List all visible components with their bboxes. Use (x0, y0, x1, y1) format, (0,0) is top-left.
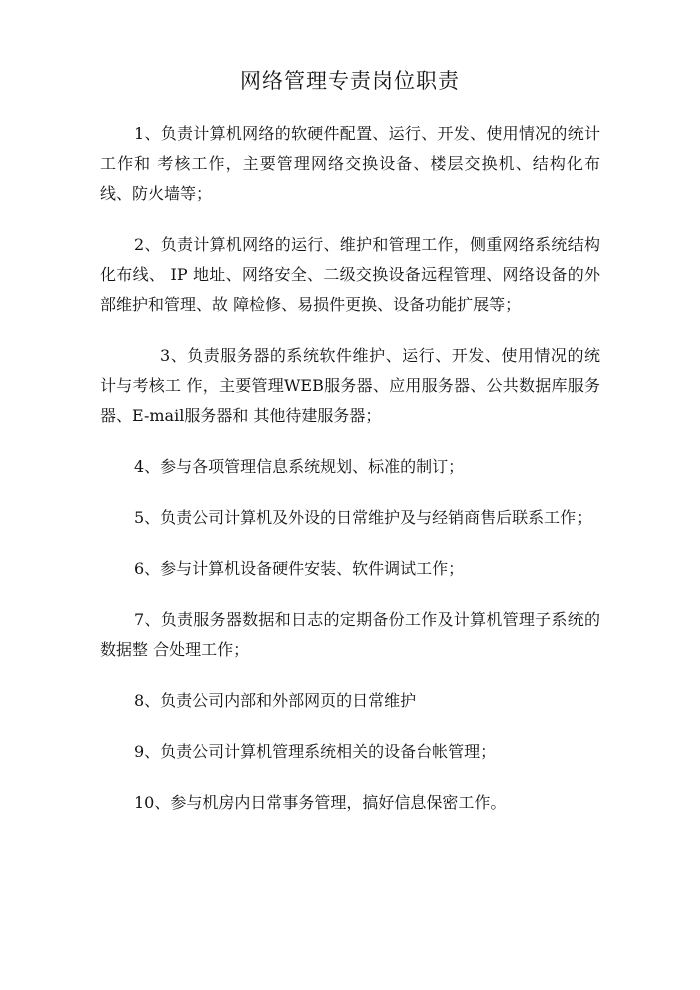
duty-item-3: 3、负责服务器的系统软件维护、运行、开发、使用情况的统计与考核工 作，主要管理WEB服务器、应用服务器、公共数据库服务器、E-mail服务器和 其他待建服务器； (100, 346, 600, 425)
duty-item-4: 4、参与各项管理信息系统规划、标准的制订； (134, 457, 465, 476)
duty-list (100, 119, 600, 839)
duty-item-9: 9、负责公司计算机管理系统相关的设备台帐管理； (134, 742, 497, 761)
duty-item-8: 8、负责公司内部和外部网页的日常维护 (134, 691, 417, 710)
duty-item-10: 10、参与机房内日常事务管理，搞好信息保密工作。 (134, 793, 507, 812)
duty-item-5: 5、负责公司计算机及外设的日常维护及与经销商售后联系工作； (134, 508, 593, 527)
duty-item-7: 7、负责服务器数据和日志的定期备份工作及计算机管理子系统的数据整 合处理工作； (100, 610, 600, 659)
duty-item-2: 2、负责计算机网络的运行、维护和管理工作，侧重网络系统结构化布线、 IP 地址、网络安全、二级交换设备远程管理、网络设备的外部维护和管理、故 障检修、易损件更换、设备功能扩展等； (100, 235, 600, 314)
document-title: 网络管理专责岗位职责 (240, 69, 460, 93)
duty-item-6: 6、参与计算机设备硬件安装、软件调试工作； (134, 559, 465, 578)
duty-item-1: 1、负责计算机网络的软硬件配置、运行、开发、使用情况的统计工作和 考核工作，主要管理网络交换设备、楼层交换机、结构化布线、防火墙等； (100, 124, 600, 203)
